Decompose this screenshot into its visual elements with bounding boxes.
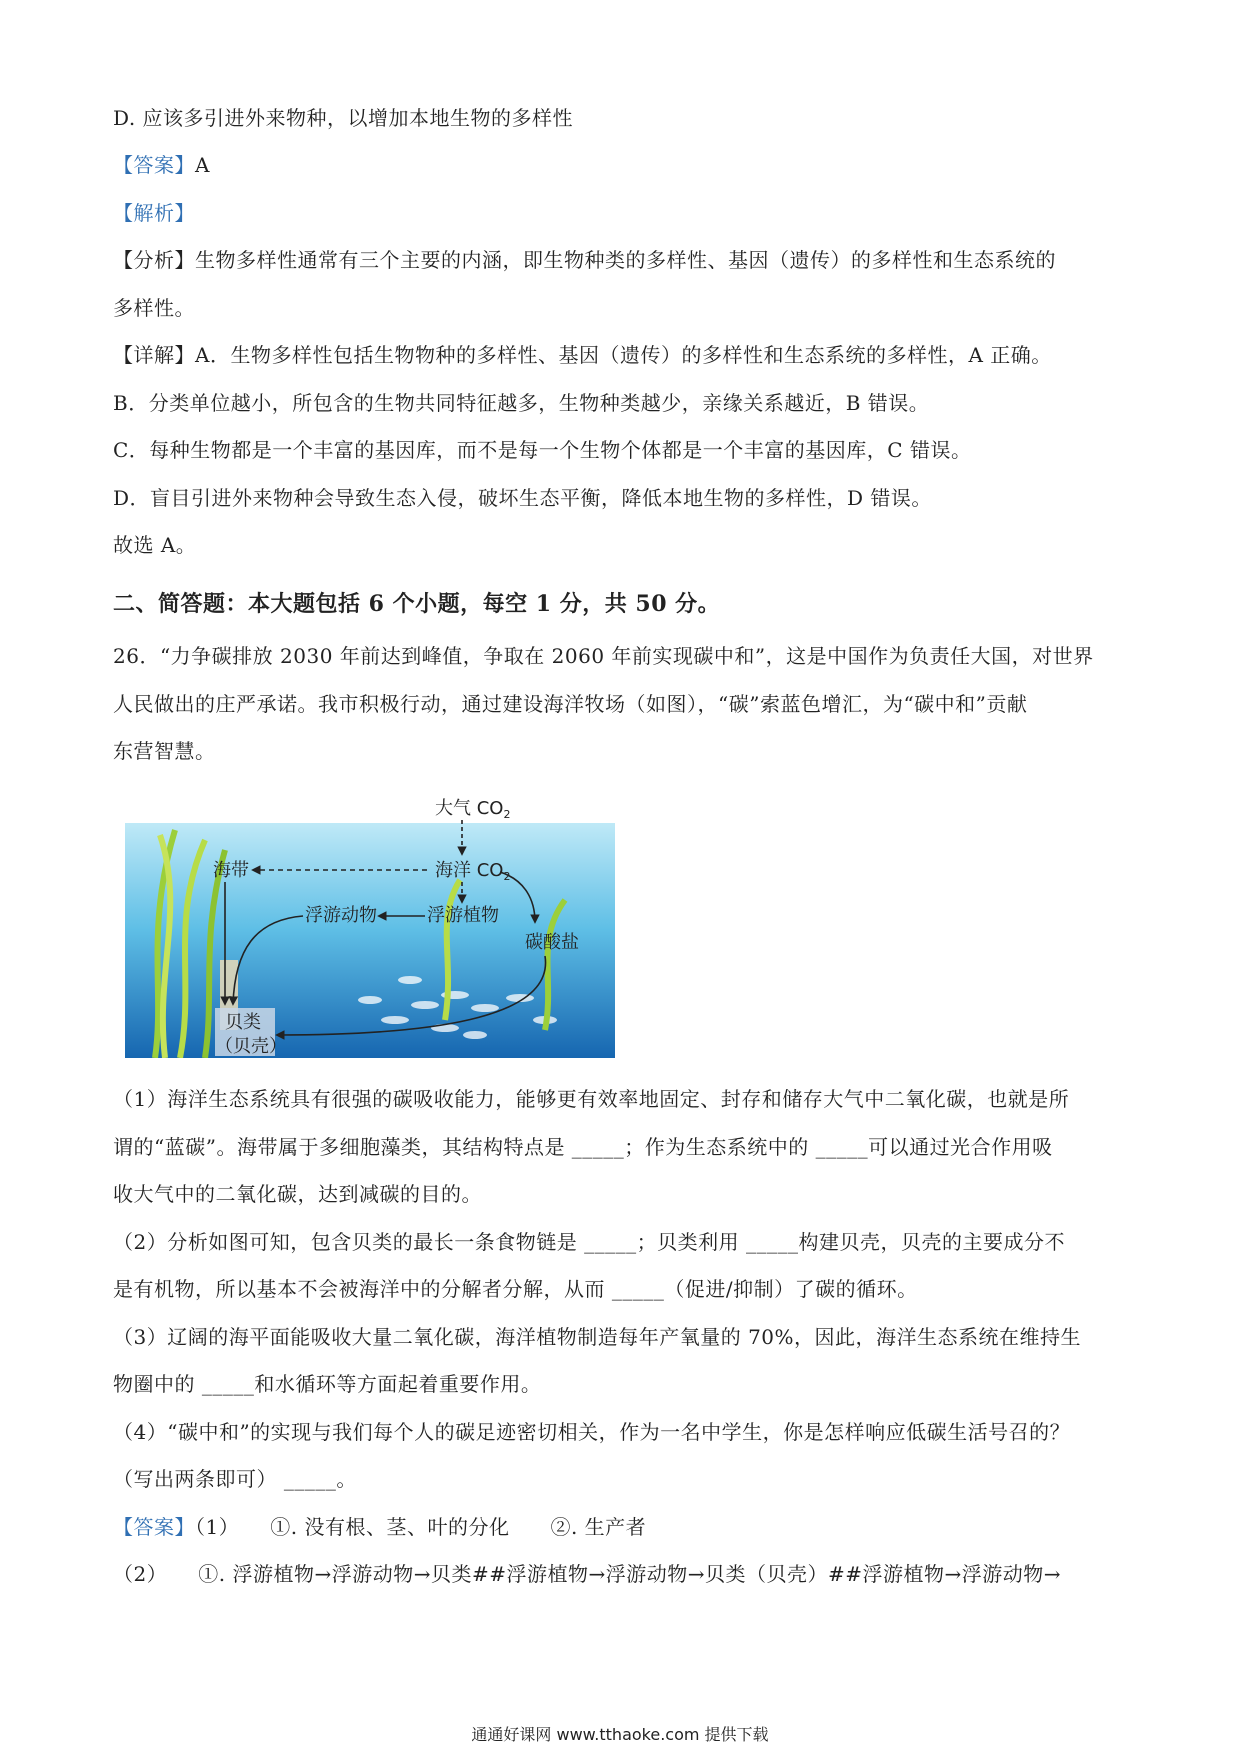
q26-line-3: 东营智慧。 [113,739,216,763]
q26-line-2: 人民做出的庄严承诺。我市积极行动，通过建设海洋牧场（如图），“碳”索蓝色增汇，为“碳中和”贡献 [113,692,1028,716]
ocean-ranch-figure [125,790,615,1058]
choose-line: 故选 A。 [113,533,197,557]
answer2-line-2: （2） ①. 浮游植物→浮游动物→贝类##浮游植物→浮游动物→贝类（贝壳）##浮游植物→浮游动物→ [113,1562,1062,1586]
ocean-co2-label: 海洋 $CO_2$ [435,860,511,883]
q4-line-2: （写出两条即可） _____。 [113,1467,357,1491]
analysis-label: 【解析】 [113,201,195,225]
phytoplankton-label: 浮游植物 [427,905,499,926]
detail-line-b: B．分类单位越小，所包含的生物共同特征越多，生物种类越少，亲缘关系越近，B 错误。 [113,391,930,415]
analysis-line-2: 多样性。 [113,296,195,320]
q1-line-1: （1）海洋生态系统具有很强的碳吸收能力，能够更有效率地固定、封存和储存大气中二氧化碳，也就是所 [113,1087,1070,1111]
zooplankton-label: 浮游动物 [305,905,377,926]
answer-value: A [195,153,210,177]
detail-line-a: 【详解】A．生物多样性包括生物物种的多样性、基因（遗传）的多样性和生态系统的多样性，A 正确。 [113,343,1052,367]
q2-line-1: （2）分析如图可知，包含贝类的最长一条食物链是 _____；贝类利用 _____构建贝壳，贝壳的主要成分不 [113,1230,1065,1254]
page-footer: 通通好课网 www.tthaoke.com 提供下载 [471,1725,769,1744]
detail-line-d: D．盲目引进外来物种会导致生态入侵，破坏生态平衡，降低本地生物的多样性，D 错误。 [113,486,932,510]
answer2-line [113,1514,1128,1540]
carbonate-label: 碳酸盐 [525,932,579,953]
answer-line [113,152,1128,178]
q2-line-2: 是有机物，所以基本不会被海洋中的分解者分解，从而 _____（促进/抑制）了碳的循环。 [113,1277,918,1301]
q3-line-1: （3）辽阔的海平面能吸收大量二氧化碳，海洋植物制造每年产氧量的 70%，因此，海洋生态系统在维持生 [113,1325,1082,1349]
shellfish-label-1: 贝类 [225,1012,261,1033]
q1-line-3: 收大气中的二氧化碳，达到减碳的目的。 [113,1182,482,1206]
q26-line-1: 26．“力争碳排放 2030 年前达到峰值，争取在 2060 年前实现碳中和”，这是中国作为负责任大国，对世界 [113,644,1094,668]
atm-co2-label: 大气 $CO_2$ [435,798,511,821]
analysis-line-1: 【分析】生物多样性通常有三个主要的内涵，即生物种类的多样性、基因（遗传）的多样性和生态系统的 [113,248,1056,272]
answer2-label: 【答案】 [113,1515,195,1539]
answer2-text: （1） ①. 没有根、茎、叶的分化 ②. 生产者 [195,1515,647,1539]
q4-line-1: （4）“碳中和”的实现与我们每个人的碳足迹密切相关，作为一名中学生，你是怎样响应低碳生活号召的？ [113,1420,1071,1444]
q1-line-2: 谓的“蓝碳”。海带属于多细胞藻类，其结构特点是 _____；作为生态系统中的 _____可以通过光合作用吸 [113,1135,1053,1159]
detail-line-c: C．每种生物都是一个丰富的基因库，而不是每一个生物个体都是一个丰富的基因库，C 错误。 [113,438,972,462]
option-d: D. 应该多引进外来物种，以增加本地生物的多样性 [113,106,574,130]
section-heading: 二、简答题：本大题包括 6 个小题，每空 1 分，共 50 分。 [113,591,721,617]
shellfish-label-2: （贝壳） [215,1036,287,1057]
kelp-label: 海带 [213,860,249,881]
q3-line-2: 物圈中的 _____和水循环等方面起着重要作用。 [113,1372,542,1396]
answer-label: 【答案】 [113,153,195,177]
